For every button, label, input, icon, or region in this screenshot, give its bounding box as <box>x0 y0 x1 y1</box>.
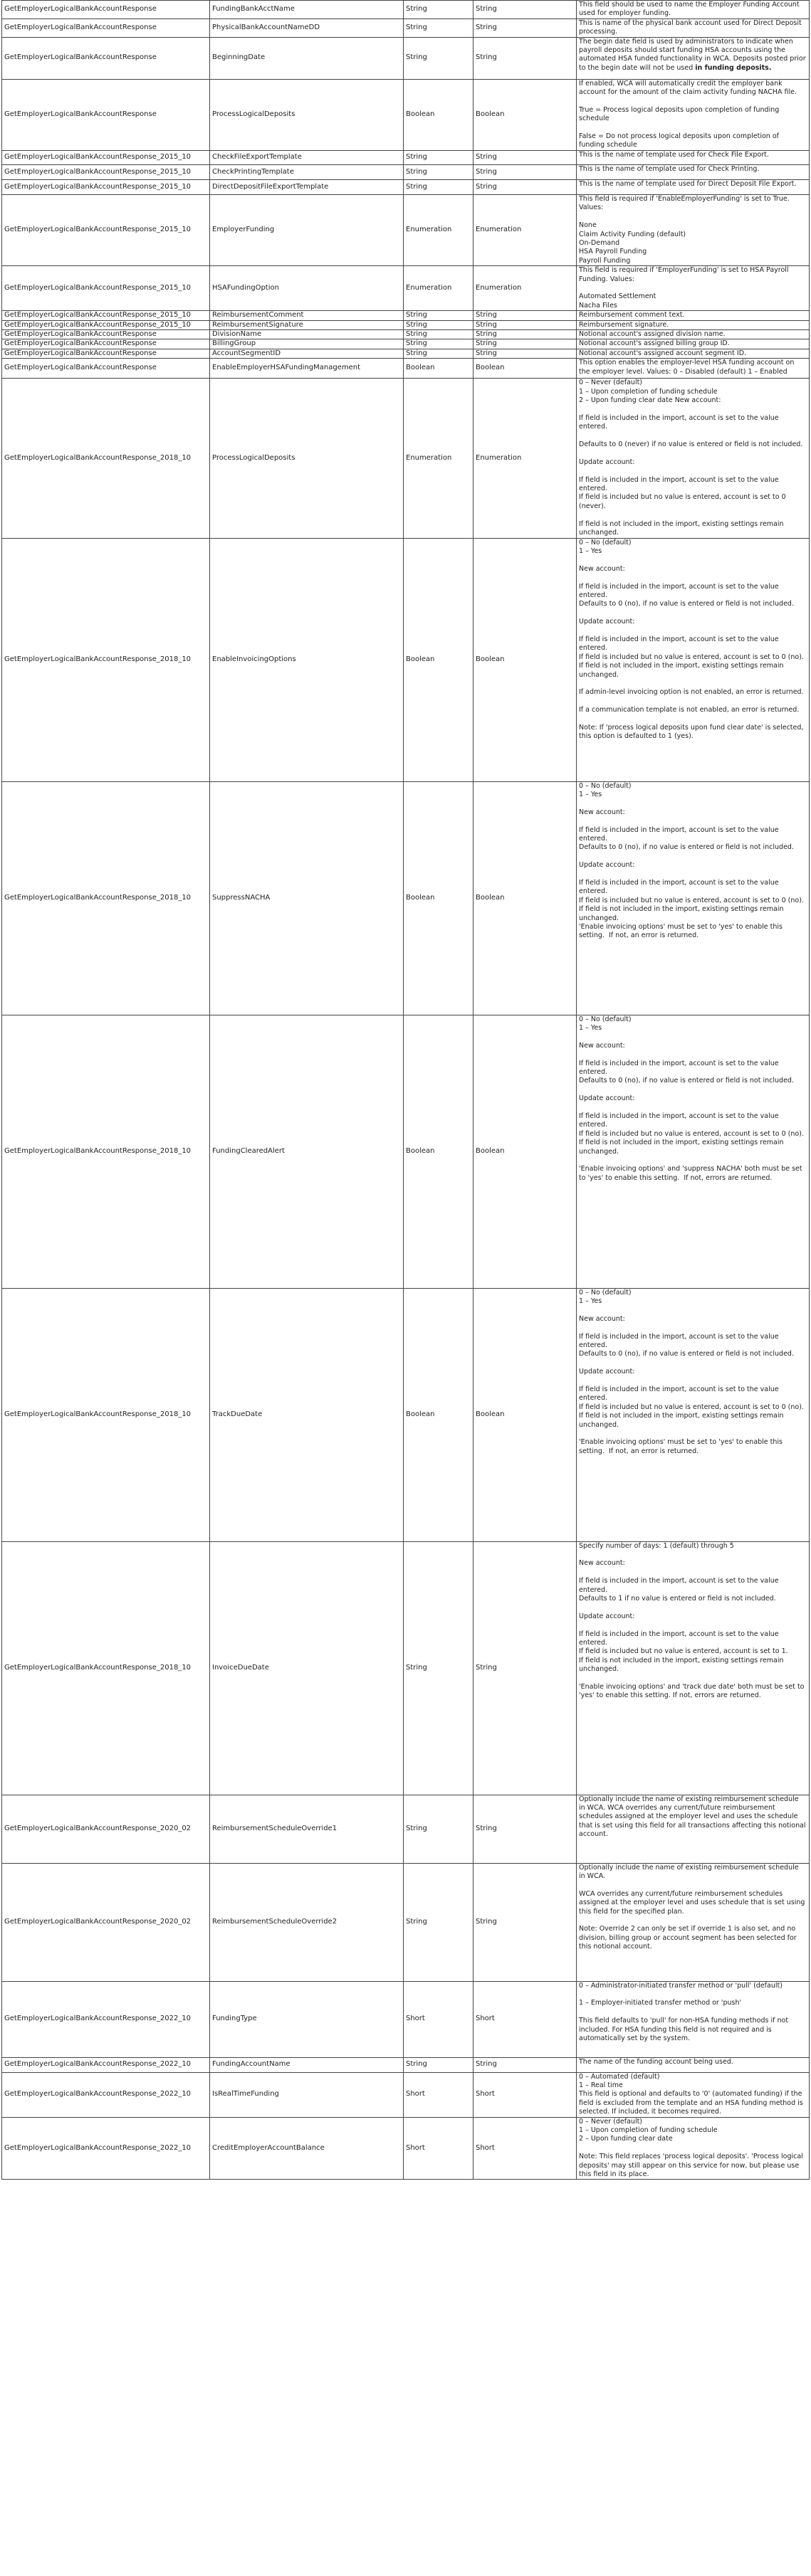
response-name-text: GetEmployerLogicalBankAccountResponse <box>4 364 157 372</box>
field-name-cell <box>210 2117 404 2180</box>
xml-type-cell <box>473 1015 577 1288</box>
response-name-text: GetEmployerLogicalBankAccountResponse <box>4 110 157 119</box>
data-type-text: Enumeration <box>406 226 452 234</box>
description-cell <box>577 320 810 329</box>
description-text: This is the name of template used for Direct Deposit File Export. <box>579 179 797 188</box>
description-cell <box>577 150 810 164</box>
description-cell <box>577 19 810 37</box>
field-name-text: HSAFundingOption <box>212 283 279 292</box>
field-name-text: IsRealTimeFunding <box>212 2090 279 2099</box>
field-name-cell <box>210 1 404 19</box>
data-type-text: String <box>406 329 427 338</box>
table-row <box>2 1541 810 1795</box>
xml-type-cell <box>473 320 577 329</box>
description-text: Specify number of days: 1 (default) through 5 New account: If field is included in the import, account is set to the value entered. Defaults to 1 if no value is entered or field is not included. Update account: If field is included in the import, account is set to the value entered. If field is included but no value is entered, account is set to 1. If field is not included in the import, existing settings remain unchanged. 'Enable invoicing options' and 'track due date' both must be set to 'yes' to enable this setting. If not, errors are returned. <box>579 1541 805 1700</box>
field-name-cell <box>210 150 404 164</box>
field-name-cell <box>210 781 404 1015</box>
data-type-text: Boolean <box>406 655 435 663</box>
response-name-text: GetEmployerLogicalBankAccountResponse_2015_10 <box>4 320 192 329</box>
xml-type-cell <box>473 538 577 781</box>
response-name-cell <box>2 329 210 339</box>
table-row <box>2 349 810 358</box>
field-name-text: CheckFileExportTemplate <box>212 153 302 162</box>
xml-type-cell <box>473 2117 577 2180</box>
field-name-text: EnableEmployerHSAFundingManagement <box>212 364 361 372</box>
xml-type-cell <box>473 79 577 150</box>
data-type-cell <box>404 1981 473 2057</box>
table-row <box>2 37 810 79</box>
field-name-cell <box>210 329 404 339</box>
xml-type-cell <box>473 1981 577 2057</box>
data-type-cell <box>404 339 473 349</box>
description-cell <box>577 179 810 194</box>
data-type-text: String <box>406 153 427 162</box>
field-name-cell <box>210 179 404 194</box>
response-name-text: GetEmployerLogicalBankAccountResponse_2018_10 <box>4 655 192 663</box>
description-cell <box>577 329 810 339</box>
table-row <box>2 538 810 781</box>
response-name-text: GetEmployerLogicalBankAccountResponse_2018_10 <box>4 893 192 902</box>
response-name-text: GetEmployerLogicalBankAccountResponse <box>4 349 157 357</box>
data-type-text: Boolean <box>406 1410 435 1418</box>
description-text: 0 – Administrator-initiated transfer method or 'pull' (default) 1 – Employer-initiated transfer method or 'push' This field defaults to 'pull' for non-HSA funding methods if not included. For HSA funding this field is not required and is automatically set by the system. <box>579 1981 789 2042</box>
data-type-text: Short <box>406 2015 425 2023</box>
xml-type-cell <box>473 379 577 538</box>
xml-type-text: Enumeration <box>476 453 522 462</box>
xml-type-text: Boolean <box>476 1146 505 1155</box>
data-type-cell <box>404 781 473 1015</box>
table-row <box>2 266 810 311</box>
field-name-cell <box>210 1288 404 1541</box>
table-row <box>2 2072 810 2117</box>
response-name-cell <box>2 538 210 781</box>
data-type-text: Boolean <box>406 110 435 119</box>
xml-type-cell <box>473 179 577 194</box>
table-row <box>2 79 810 150</box>
xml-type-cell <box>473 329 577 339</box>
data-type-cell <box>404 1795 473 1863</box>
xml-type-cell <box>473 781 577 1015</box>
response-name-text: GetEmployerLogicalBankAccountResponse_2018_10 <box>4 1410 192 1418</box>
field-name-cell <box>210 2072 404 2117</box>
xml-type-cell <box>473 1795 577 1863</box>
field-name-text: ReimbursementScheduleOverride2 <box>212 1917 338 1926</box>
data-type-cell <box>404 349 473 358</box>
description-text: 0 – No (default) 1 – Yes New account: If field is included in the import, account is set to the value entered. Defaults to 0 (no), if no value is entered or field is not included. Update account: If field is included in the import, account is set to the value entered. If field is included but no value is entered, account is set to 0 (no). If field is not included in the import, existing settings remain unchanged. 'Enable invoicing options' and 'suppress NACHA' both must be set to 'yes' to enable this setting. If not, errors are returned. <box>579 1015 804 1182</box>
description-cell <box>577 2072 810 2117</box>
description-cell <box>577 1981 810 2057</box>
data-type-cell <box>404 266 473 311</box>
field-name-cell <box>210 311 404 320</box>
xml-type-text: String <box>476 349 497 357</box>
table-row <box>2 1863 810 1981</box>
xml-type-cell <box>473 339 577 349</box>
table-row <box>2 164 810 179</box>
xml-type-text: Boolean <box>476 1410 505 1418</box>
description-text: 0 – No (default) 1 – Yes New account: If field is included in the import, account is set to the value entered. Defaults to 0 (no), if no value is entered or field is not included. Update account: If field is included in the import, account is set to the value entered. If field is included but no value is entered, account is set to 0 (no). If field is not included in the import, existing settings remain unchanged. If admin-level invoicing option is not enabled, an error is returned. If a communication template is not enabled, an error is returned. Note: If 'process logical deposits upon fund clear date' is selected, this option is defaulted to 1 (yes). <box>579 538 804 741</box>
description-emphasis-text: in funding deposits. <box>695 63 772 72</box>
field-name-text: BillingGroup <box>212 339 256 348</box>
response-name-cell <box>2 1015 210 1288</box>
response-name-text: GetEmployerLogicalBankAccountResponse_2015_10 <box>4 153 192 162</box>
response-name-cell <box>2 1981 210 2057</box>
field-name-text: CheckPrintingTemplate <box>212 167 294 176</box>
field-name-cell <box>210 194 404 265</box>
field-name-text: BeginningDate <box>212 53 266 62</box>
xml-type-text: Enumeration <box>476 283 522 292</box>
xml-type-text: Enumeration <box>476 226 522 234</box>
description-cell <box>577 1015 810 1288</box>
response-name-cell <box>2 2117 210 2180</box>
data-type-cell <box>404 194 473 265</box>
field-name-cell <box>210 1541 404 1795</box>
xml-type-cell <box>473 1 577 19</box>
response-name-text: GetEmployerLogicalBankAccountResponse_2015_10 <box>4 182 192 191</box>
table-row <box>2 150 810 164</box>
field-name-cell <box>210 79 404 150</box>
response-name-cell <box>2 379 210 538</box>
xml-type-cell <box>473 150 577 164</box>
response-name-cell <box>2 1541 210 1795</box>
response-name-cell <box>2 79 210 150</box>
xml-type-text: String <box>476 329 497 338</box>
field-name-cell <box>210 359 404 379</box>
description-cell <box>577 2057 810 2072</box>
data-type-cell <box>404 320 473 329</box>
field-name-cell <box>210 266 404 311</box>
field-name-cell <box>210 1981 404 2057</box>
description-cell <box>577 339 810 349</box>
description-cell <box>577 359 810 379</box>
response-name-text: GetEmployerLogicalBankAccountResponse_2022_10 <box>4 2143 192 2152</box>
data-type-cell <box>404 19 473 37</box>
description-text: 0 – No (default) 1 – Yes New account: If field is included in the import, account is set to the value entered. Defaults to 0 (no), if no value is entered or field is not included. Update account: If field is included in the import, account is set to the value entered. If field is included but no value is entered, account is set to 0 (no). If field is not included in the import, existing settings remain unchanged. 'Enable invoicing options' must be set to 'yes' to enable this setting. If not, an error is returned. <box>579 781 804 940</box>
table-row <box>2 311 810 320</box>
description-cell <box>577 781 810 1015</box>
description-cell <box>577 379 810 538</box>
xml-type-cell <box>473 1863 577 1981</box>
xml-type-text: Boolean <box>476 655 505 663</box>
field-name-text: InvoiceDueDate <box>212 1663 269 1672</box>
description-cell <box>577 311 810 320</box>
data-type-cell <box>404 1541 473 1795</box>
response-name-cell <box>2 150 210 164</box>
data-type-cell <box>404 329 473 339</box>
data-type-cell <box>404 79 473 150</box>
response-name-text: GetEmployerLogicalBankAccountResponse_2015_10 <box>4 226 192 234</box>
response-name-cell <box>2 1288 210 1541</box>
description-text: This is the name of template used for Check File Export. <box>579 150 769 159</box>
field-name-cell <box>210 37 404 79</box>
xml-type-cell <box>473 1288 577 1541</box>
xml-type-text: String <box>476 153 497 162</box>
description-text: Optionally include the name of existing reimbursement schedule in WCA. WCA overrides any current/future reimbursement schedules assigned at the employer level and uses schedule that is set using this field for the specified plan. Note: Override 2 can only be set if override 1 is also set, and no division, billing group or account segment has been selected for this notional account. <box>579 1863 805 1951</box>
data-type-cell <box>404 311 473 320</box>
description-text: Reimbursement comment text. <box>579 311 685 320</box>
response-name-text: GetEmployerLogicalBankAccountResponse_2015_10 <box>4 311 192 320</box>
response-name-cell <box>2 1 210 19</box>
xml-type-cell <box>473 359 577 379</box>
data-type-cell <box>404 379 473 538</box>
response-name-text: GetEmployerLogicalBankAccountResponse <box>4 329 157 338</box>
response-name-text: GetEmployerLogicalBankAccountResponse_2022_10 <box>4 2090 192 2099</box>
description-cell <box>577 37 810 79</box>
response-name-text: GetEmployerLogicalBankAccountResponse_2022_10 <box>4 2060 192 2069</box>
description-cell <box>577 538 810 781</box>
xml-type-text: String <box>476 1663 497 1672</box>
response-name-cell <box>2 19 210 37</box>
field-name-text: TrackDueDate <box>212 1410 263 1418</box>
xml-type-text: String <box>476 53 497 62</box>
field-name-text: EmployerFunding <box>212 226 275 234</box>
description-cell <box>577 2117 810 2180</box>
xml-type-text: Short <box>476 2015 495 2023</box>
field-name-text: FundingAccountName <box>212 2060 291 2069</box>
data-type-text: Enumeration <box>406 453 452 462</box>
field-name-cell <box>210 538 404 781</box>
field-name-text: PhysicalBankAccountNameDD <box>212 23 320 32</box>
field-name-text: CreditEmployerAccountBalance <box>212 2143 325 2152</box>
response-name-text: GetEmployerLogicalBankAccountResponse <box>4 339 157 348</box>
xml-type-cell <box>473 164 577 179</box>
xml-type-cell <box>473 37 577 79</box>
field-name-cell <box>210 1015 404 1288</box>
data-type-cell <box>404 1015 473 1288</box>
xml-type-text: String <box>476 5 497 14</box>
field-name-text: ReimbursementComment <box>212 311 304 320</box>
table-row <box>2 194 810 265</box>
table-row <box>2 781 810 1015</box>
field-name-cell <box>210 1863 404 1981</box>
field-name-text: SuppressNACHA <box>212 893 271 902</box>
response-name-cell <box>2 349 210 358</box>
xml-type-text: Short <box>476 2090 495 2099</box>
xml-type-text: Short <box>476 2143 495 2152</box>
data-type-text: String <box>406 349 427 357</box>
response-name-cell <box>2 359 210 379</box>
description-text: Optionally include the name of existing reimbursement schedule in WCA. WCA overrides any current/future reimbursement schedules assigned at the employer level and uses the schedule that is set using this field for all transactions affecting this notional account. <box>579 1795 808 1839</box>
data-type-text: String <box>406 2060 427 2069</box>
data-type-cell <box>404 1863 473 1981</box>
field-name-cell <box>210 320 404 329</box>
xml-type-text: String <box>476 311 497 320</box>
response-name-text: GetEmployerLogicalBankAccountResponse_2022_10 <box>4 2015 192 2023</box>
field-name-cell <box>210 379 404 538</box>
description-text: 0 – Never (default) 1 – Upon completion of funding schedule 2 – Upon funding clear date New account: If field is included in the import, account is set to the value entered. Defaults to 0 (never) if no value is entered or field is not included. Update account: If field is included in the import, account is set to the value entered. If field is included but no value is entered, account is set to 0 (never). If field is not included in the import, existing settings remain unchanged. <box>579 379 803 537</box>
description-text: 0 – Never (default) 1 – Upon completion of funding schedule 2 – Upon funding clear date Note: This field replaces 'process logical deposits'. 'Process logical deposits' may still appear on this service for now, but please use this field in its place. <box>579 2117 803 2178</box>
response-name-text: GetEmployerLogicalBankAccountResponse_2015_10 <box>4 167 192 176</box>
xml-type-cell <box>473 311 577 320</box>
description-text: If enabled, WCA will automatically credit the employer bank account for the amount of the claim activity funding NACHA file. True = Process logical deposits upon completion of funding schedule False = Do not process logical deposits upon completion of funding schedule <box>579 79 797 149</box>
table-row <box>2 2117 810 2180</box>
response-name-text: GetEmployerLogicalBankAccountResponse <box>4 53 157 62</box>
description-cell <box>577 79 810 150</box>
field-name-text: ProcessLogicalDeposits <box>212 453 295 462</box>
description-text: This option enables the employer-level HSA funding account on the employer level. Values: 0 – Disabled (default) 1 – Enabled <box>579 359 797 376</box>
response-name-text: GetEmployerLogicalBankAccountResponse_2018_10 <box>4 1146 192 1155</box>
data-type-text: String <box>406 311 427 320</box>
description-text: The begin date field is used by administrators to indicate when payroll deposits should start funding HSA accounts using the automated HSA funded functionality in WCA. Deposits posted prior to the begin date will not be used <box>579 37 808 72</box>
xml-type-text: String <box>476 2060 497 2069</box>
xml-type-cell <box>473 19 577 37</box>
data-type-cell <box>404 1288 473 1541</box>
field-name-text: AccountSegmentID <box>212 349 281 357</box>
description-text: Notional account's assigned billing group ID. <box>579 339 730 348</box>
xml-type-text: Boolean <box>476 893 505 902</box>
description-text: Notional account's assigned account segment ID. <box>579 349 747 357</box>
data-type-text: String <box>406 1824 427 1832</box>
response-name-text: GetEmployerLogicalBankAccountResponse_2018_10 <box>4 1663 192 1672</box>
table-row <box>2 329 810 339</box>
data-type-cell <box>404 150 473 164</box>
table-row <box>2 1288 810 1541</box>
field-name-cell <box>210 2057 404 2072</box>
description-cell <box>577 1795 810 1863</box>
data-type-cell <box>404 359 473 379</box>
response-name-cell <box>2 266 210 311</box>
xml-type-cell <box>473 2057 577 2072</box>
xml-type-cell <box>473 1541 577 1795</box>
response-name-text: GetEmployerLogicalBankAccountResponse <box>4 23 157 32</box>
table-row <box>2 19 810 37</box>
response-name-cell <box>2 179 210 194</box>
data-type-cell <box>404 37 473 79</box>
response-name-cell <box>2 339 210 349</box>
field-definition-table <box>1 0 810 2180</box>
data-type-text: String <box>406 1663 427 1672</box>
field-name-text: ReimbursementScheduleOverride1 <box>212 1824 338 1832</box>
data-type-text: Boolean <box>406 364 435 372</box>
data-type-cell <box>404 179 473 194</box>
description-text: This field is required if 'EmployerFunding' is set to HSA Payroll Funding. Values: Automated Settlement Nacha Files <box>579 266 789 310</box>
xml-type-text: Boolean <box>476 364 505 372</box>
xml-type-text: Boolean <box>476 110 505 119</box>
field-name-text: FundingClearedAlert <box>212 1146 285 1155</box>
response-name-cell <box>2 311 210 320</box>
description-cell <box>577 1863 810 1981</box>
description-text: 0 – No (default) 1 – Yes New account: If field is included in the import, account is set to the value entered. Defaults to 0 (no), if no value is entered or field is not included. Update account: If field is included in the import, account is set to the value entered. If field is included but no value is entered, account is set to 0 (no). If field is not included in the import, existing settings remain unchanged. 'Enable invoicing options' must be set to 'yes' to enable this setting. If not, an error is returned. <box>579 1288 804 1455</box>
response-name-cell <box>2 2057 210 2072</box>
field-name-cell <box>210 349 404 358</box>
field-name-text: ReimbursementSignature <box>212 320 303 329</box>
table-row <box>2 2057 810 2072</box>
description-cell <box>577 266 810 311</box>
response-name-text: GetEmployerLogicalBankAccountResponse <box>4 5 157 14</box>
description-cell <box>577 1 810 19</box>
field-name-cell <box>210 164 404 179</box>
response-name-cell <box>2 781 210 1015</box>
response-name-cell <box>2 194 210 265</box>
xml-type-text: String <box>476 182 497 191</box>
xml-type-text: String <box>476 23 497 32</box>
data-type-text: String <box>406 53 427 62</box>
response-name-cell <box>2 164 210 179</box>
description-cell <box>577 194 810 265</box>
data-type-text: Enumeration <box>406 283 452 292</box>
response-name-cell <box>2 1863 210 1981</box>
field-name-text: FundingType <box>212 2015 257 2023</box>
data-type-text: Boolean <box>406 893 435 902</box>
xml-type-cell <box>473 2072 577 2117</box>
data-type-text: String <box>406 320 427 329</box>
field-name-text: EnableInvoicingOptions <box>212 655 296 663</box>
table-row <box>2 179 810 194</box>
table-row <box>2 320 810 329</box>
response-name-cell <box>2 2072 210 2117</box>
response-name-cell <box>2 37 210 79</box>
field-name-cell <box>210 1795 404 1863</box>
description-cell <box>577 1288 810 1541</box>
response-name-text: GetEmployerLogicalBankAccountResponse_2018_10 <box>4 453 192 462</box>
data-type-cell <box>404 2072 473 2117</box>
description-text: This field is required if 'EnableEmployerFunding' is set to True. Values: None Claim Activity Funding (default) On-Demand HSA Payroll Funding Payroll Funding <box>579 194 790 265</box>
data-type-text: Short <box>406 2090 425 2099</box>
xml-type-cell <box>473 194 577 265</box>
data-type-cell <box>404 2117 473 2180</box>
data-type-text: String <box>406 167 427 176</box>
description-text: 0 – Automated (default) 1 – Real time This field is optional and defaults to '0' (automated funding) if the field is excluded from the template and an HSA funding method is selected. If included, it becomes required. <box>579 2072 803 2116</box>
data-type-text: String <box>406 182 427 191</box>
field-name-text: FundingBankAcctName <box>212 5 295 14</box>
data-type-text: String <box>406 23 427 32</box>
data-type-cell <box>404 538 473 781</box>
xml-type-cell <box>473 349 577 358</box>
xml-type-text: String <box>476 167 497 176</box>
xml-type-text: String <box>476 320 497 329</box>
response-name-text: GetEmployerLogicalBankAccountResponse_2020_02 <box>4 1917 192 1926</box>
data-type-text: String <box>406 5 427 14</box>
field-name-cell <box>210 19 404 37</box>
response-name-text: GetEmployerLogicalBankAccountResponse_2020_02 <box>4 1824 192 1832</box>
response-name-cell <box>2 1795 210 1863</box>
response-name-cell <box>2 320 210 329</box>
table-row <box>2 1795 810 1863</box>
table-row <box>2 1015 810 1288</box>
table-row <box>2 1981 810 2057</box>
description-text: This is the name of template used for Check Printing. <box>579 164 760 173</box>
data-type-text: String <box>406 1917 427 1926</box>
xml-type-text: String <box>476 1824 497 1832</box>
table-row <box>2 379 810 538</box>
xml-type-text: String <box>476 339 497 348</box>
table-row <box>2 359 810 379</box>
xml-type-text: String <box>476 1917 497 1926</box>
xml-type-cell <box>473 266 577 311</box>
data-type-text: Boolean <box>406 1146 435 1155</box>
description-text: Notional account's assigned division name. <box>579 329 726 338</box>
description-cell <box>577 349 810 358</box>
data-type-text: String <box>406 339 427 348</box>
field-name-cell <box>210 339 404 349</box>
description-text: This field should be used to name the Employer Funding Account used for employer funding. <box>579 1 802 18</box>
description-text: This is name of the physical bank account used for Direct Deposit processing. <box>579 19 804 36</box>
data-type-cell <box>404 1 473 19</box>
data-type-cell <box>404 164 473 179</box>
field-name-text: DirectDepositFileExportTemplate <box>212 182 329 191</box>
field-name-text: ProcessLogicalDeposits <box>212 110 295 119</box>
field-name-text: DivisionName <box>212 329 262 338</box>
table-row <box>2 339 810 349</box>
description-text: Reimbursement signature. <box>579 320 669 329</box>
description-text: The name of the funding account being used. <box>579 2057 733 2066</box>
description-cell <box>577 164 810 179</box>
table-row <box>2 1 810 19</box>
response-name-text: GetEmployerLogicalBankAccountResponse_2015_10 <box>4 283 192 292</box>
data-type-cell <box>404 2057 473 2072</box>
description-cell <box>577 1541 810 1795</box>
data-type-text: Short <box>406 2143 425 2152</box>
